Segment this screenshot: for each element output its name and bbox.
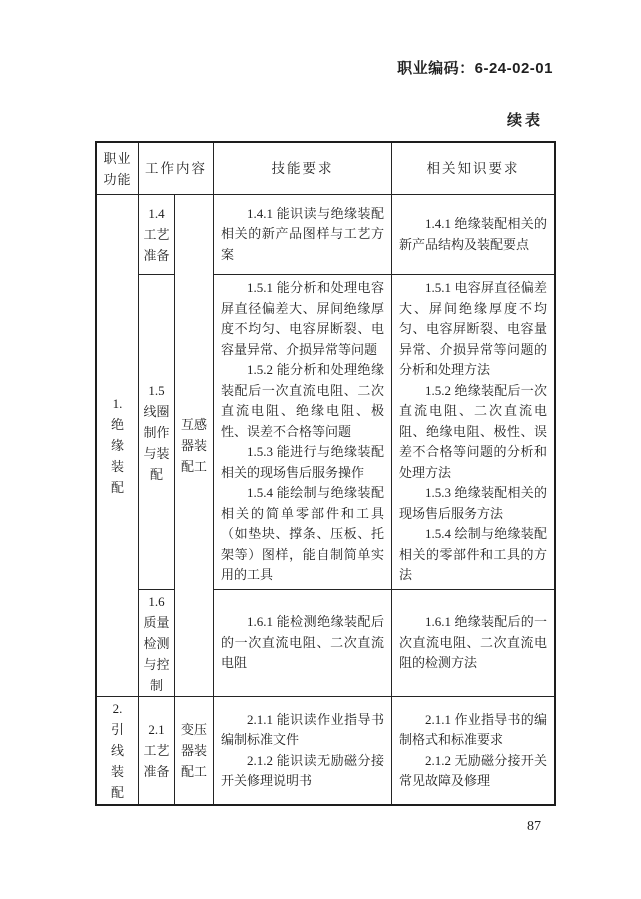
cell-skills-1-5 xyxy=(214,275,392,590)
knowledge-item: 1.5.4 绘制与绝缘装配相关的零部件和工具的方法 xyxy=(399,526,547,583)
knowledge-item: 1.4.1 绝缘装配相关的新产品结构及装配要点 xyxy=(399,216,547,252)
knowledge-item: 2.1.1 作业指导书的编制格式和标准要求 xyxy=(399,711,547,747)
knowledge-item: 1.5.1 电容屏直径偏差大、屏间绝缘厚度不均匀、电容屏断裂、电容量异常、介损异常等问题的分析和处理方法 xyxy=(399,280,547,378)
cell-work-1-4: 1.4 工艺 准备 xyxy=(139,195,175,275)
cell-worker-type-transformer-assembler: 变压 器装 配工 xyxy=(175,697,214,804)
skill-item: 1.5.1 能分析和处理电容屏直径偏差大、屏间绝缘厚度不均匀、电容屏断裂、电容量异常、介损异常等问题 xyxy=(221,280,384,357)
cell-knowledge-2-1 xyxy=(392,697,554,804)
page-number: 87 xyxy=(527,819,541,834)
skill-item: 2.1.1 能识读作业指导书编制标准文件 xyxy=(221,711,384,747)
cell-knowledge-1-5 xyxy=(392,275,554,590)
cell-skills-2-1 xyxy=(214,697,392,804)
cell-work-1-6: 1.6 质量 检测 与控 制 xyxy=(139,590,175,697)
knowledge-item: 1.5.2 绝缘装配后一次直流电阻、二次直流电阻、绝缘电阻、极性、误差不合格等问题的分析和处理方法 xyxy=(399,382,547,480)
skill-item: 1.5.2 能分析和处理绝缘装配后一次直流电阻、二次直流电阻、绝缘电阻、极性、误差不合格等问题 xyxy=(221,362,384,439)
skill-item: 1.6.1 能检测绝缘装配后的一次直流电阻、二次直流电阻 xyxy=(221,614,384,671)
cell-function-2-lead-assembly: 2. 引 线 装 配 xyxy=(97,697,139,804)
knowledge-item: 2.1.2 无励磁分接开关常见故障及修理 xyxy=(399,752,547,788)
cell-function-1-insulation-assembly: 1. 绝 缘 装 配 xyxy=(97,195,139,697)
cell-work-2-1: 2.1 工艺 准备 xyxy=(139,697,175,804)
cell-worker-type-instrument-transformer-assembler: 互感 器装 配工 xyxy=(175,195,214,697)
col-header-function: 职业 功能 xyxy=(97,143,139,195)
cell-knowledge-1-4 xyxy=(392,195,554,275)
col-header-knowledge-requirements: 相关知识要求 xyxy=(392,143,554,195)
cell-skills-1-6 xyxy=(214,590,392,697)
cell-knowledge-1-6 xyxy=(392,590,554,697)
occupational-standard-table xyxy=(95,141,556,806)
skill-item: 1.5.3 能进行与绝缘装配相关的现场售后服务操作 xyxy=(221,444,384,480)
cell-skills-1-4 xyxy=(214,195,392,275)
col-header-skill-requirements: 技能要求 xyxy=(214,143,392,195)
skill-item: 1.5.4 能绘制与绝缘装配相关的简单零部件和工具（如垫块、撑条、压板、托架等）图样，能自制简单实用的工具 xyxy=(221,485,384,583)
knowledge-item: 1.5.3 绝缘装配相关的现场售后服务方法 xyxy=(399,485,547,521)
continued-table-label: 续表 xyxy=(506,113,543,129)
cell-work-1-5: 1.5 线圈 制作 与装 配 xyxy=(139,275,175,590)
col-header-work-content: 工作内容 xyxy=(139,143,214,195)
occupation-code: 职业编码：6-24-02-01 xyxy=(397,60,553,77)
skill-item: 2.1.2 能识读无励磁分接开关修理说明书 xyxy=(221,752,384,788)
knowledge-item: 1.6.1 绝缘装配后的一次直流电阻、二次直流电阻的检测方法 xyxy=(399,614,547,671)
skill-item: 1.4.1 能识读与绝缘装配相关的新产品图样与工艺方案 xyxy=(221,205,384,262)
